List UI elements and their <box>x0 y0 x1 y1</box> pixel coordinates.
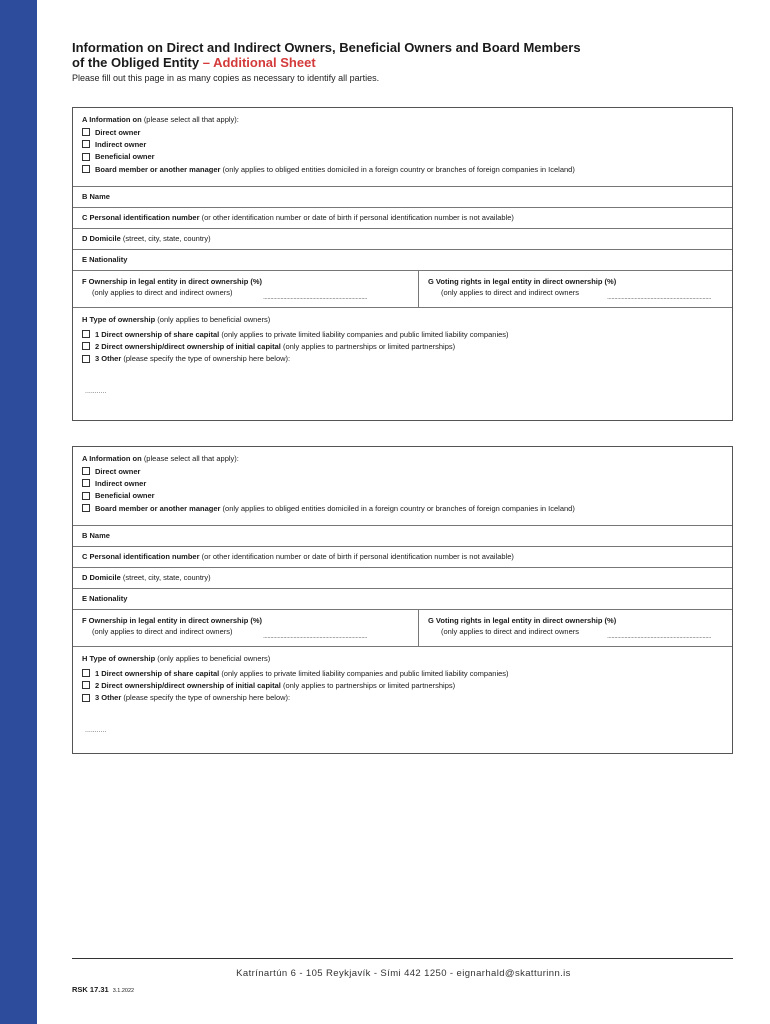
h3-hint: (please specify the type of ownership here below): <box>123 693 291 703</box>
form-code <box>72 985 134 994</box>
h1-label: 1 Direct ownership of share capital <box>95 329 220 339</box>
h3-label: 3 Other <box>95 693 122 703</box>
form-code-label: RSK 17.31 <box>72 985 109 994</box>
other-ownership-input[interactable]: ........... <box>85 727 107 734</box>
e-label: E Nationality <box>82 594 128 603</box>
indirect-owner-label: Indirect owner <box>95 478 147 488</box>
title-line-2: of the Obliged Entity <box>72 55 200 70</box>
a-label: A Information on <box>82 115 142 124</box>
title-additional-sheet: – Additional Sheet <box>202 55 316 70</box>
other-ownership-input[interactable]: ........... <box>85 388 107 395</box>
footer-address: Katrínartún 6 - 105 Reykjavík - Sími 442 1250 - eignarhald@skatturinn.is <box>236 968 571 979</box>
nationality-field[interactable] <box>73 589 732 610</box>
h2-hint: (only applies to partnerships or limited partnerships) <box>282 680 456 690</box>
id-number-field[interactable] <box>73 547 732 568</box>
id-number-field[interactable] <box>73 208 732 229</box>
g-hint: (only applies to direct and indirect owners <box>441 627 579 636</box>
h1-hint: (only applies to private limited liability companies and public limited liability companies) <box>221 329 509 339</box>
h1-label: 1 Direct ownership of share capital <box>95 668 220 678</box>
g-hint: (only applies to direct and indirect owners <box>441 288 579 297</box>
f-label: F Ownership in legal entity in direct ownership (%) <box>82 616 263 625</box>
c-hint: (or other identification number or date of birth if personal identification number is not available) <box>201 552 514 561</box>
b-label: B Name <box>82 192 110 201</box>
other-ownership-checkbox[interactable] <box>82 694 90 702</box>
c-hint: (or other identification number or date of birth if personal identification number is not available) <box>201 213 514 222</box>
h3-hint: (please specify the type of ownership here below): <box>123 354 291 364</box>
direct-owner-checkbox[interactable] <box>82 467 90 475</box>
party-section-2 <box>72 446 733 754</box>
h1-hint: (only applies to private limited liability companies and public limited liability companies) <box>221 668 509 678</box>
e-label: E Nationality <box>82 255 128 264</box>
row-a <box>73 447 732 526</box>
g-label: G Voting rights in legal entity in direct ownership (%) <box>428 616 617 625</box>
direct-owner-label: Direct owner <box>95 127 141 137</box>
ownership-percent-field[interactable] <box>73 610 419 646</box>
c-label: C Personal identification number <box>82 213 200 222</box>
row-h <box>73 308 732 420</box>
board-member-checkbox[interactable] <box>82 165 90 173</box>
row-f-g <box>73 610 732 647</box>
page-subtitle: Please fill out this page in as many copies as necessary to identify all parties. <box>72 73 380 83</box>
board-member-checkbox[interactable] <box>82 504 90 512</box>
h2-label: 2 Direct ownership/direct ownership of initial capital <box>95 680 281 690</box>
footer-divider <box>72 958 733 959</box>
a-label: A Information on <box>82 454 142 463</box>
initial-capital-checkbox[interactable] <box>82 342 90 350</box>
d-hint: (street, city, state, country) <box>122 234 211 243</box>
board-member-label: Board member or another manager <box>95 164 221 174</box>
beneficial-owner-label: Beneficial owner <box>95 152 155 162</box>
h-hint: (only applies to beneficial owners) <box>157 315 271 324</box>
indirect-owner-checkbox[interactable] <box>82 479 90 487</box>
initial-capital-checkbox[interactable] <box>82 681 90 689</box>
a-hint: (please select all that apply): <box>143 115 239 124</box>
board-member-hint: (only applies to obliged entities domiciled in a foreign country or branches of foreign companies in Iceland) <box>222 503 575 513</box>
beneficial-owner-label: Beneficial owner <box>95 491 155 501</box>
form-date: 3.1.2022 <box>112 988 135 994</box>
side-bar <box>0 0 37 1024</box>
beneficial-owner-checkbox[interactable] <box>82 492 90 500</box>
f-dotted-line: ........................................................................ <box>263 633 368 640</box>
h3-label: 3 Other <box>95 354 122 364</box>
share-capital-checkbox[interactable] <box>82 669 90 677</box>
voting-rights-field[interactable] <box>419 271 732 307</box>
d-label: D Domicile <box>82 573 121 582</box>
beneficial-owner-checkbox[interactable] <box>82 153 90 161</box>
a-hint: (please select all that apply): <box>143 454 239 463</box>
name-field[interactable] <box>73 526 732 547</box>
h2-label: 2 Direct ownership/direct ownership of initial capital <box>95 341 281 351</box>
board-member-label: Board member or another manager <box>95 503 221 513</box>
ownership-percent-field[interactable] <box>73 271 419 307</box>
h-label: H Type of ownership <box>82 654 156 663</box>
title-line-1: Information on Direct and Indirect Owners, Beneficial Owners and Board Members <box>72 40 581 55</box>
name-field[interactable] <box>73 187 732 208</box>
g-label: G Voting rights in legal entity in direct ownership (%) <box>428 277 617 286</box>
h2-hint: (only applies to partnerships or limited partnerships) <box>282 341 456 351</box>
voting-rights-field[interactable] <box>419 610 732 646</box>
direct-owner-label: Direct owner <box>95 466 141 476</box>
domicile-field[interactable] <box>73 568 732 589</box>
other-ownership-checkbox[interactable] <box>82 355 90 363</box>
indirect-owner-label: Indirect owner <box>95 139 147 149</box>
f-hint: (only applies to direct and indirect owners) <box>92 288 233 297</box>
h-hint: (only applies to beneficial owners) <box>157 654 271 663</box>
b-label: B Name <box>82 531 110 540</box>
nationality-field[interactable] <box>73 250 732 271</box>
domicile-field[interactable] <box>73 229 732 250</box>
f-hint: (only applies to direct and indirect owners) <box>92 627 233 636</box>
direct-owner-checkbox[interactable] <box>82 128 90 136</box>
party-section-1 <box>72 107 733 421</box>
g-dotted-line: ........................................................................ <box>607 294 712 301</box>
d-label: D Domicile <box>82 234 121 243</box>
indirect-owner-checkbox[interactable] <box>82 140 90 148</box>
share-capital-checkbox[interactable] <box>82 330 90 338</box>
row-h <box>73 647 732 753</box>
page-title <box>72 40 712 70</box>
c-label: C Personal identification number <box>82 552 200 561</box>
g-dotted-line: ........................................................................ <box>607 633 712 640</box>
d-hint: (street, city, state, country) <box>122 573 211 582</box>
h-label: H Type of ownership <box>82 315 156 324</box>
row-a <box>73 108 732 187</box>
f-dotted-line: ........................................................................ <box>263 294 368 301</box>
f-label: F Ownership in legal entity in direct ownership (%) <box>82 277 263 286</box>
board-member-hint: (only applies to obliged entities domiciled in a foreign country or branches of foreign companies in Iceland) <box>222 164 575 174</box>
row-f-g <box>73 271 732 308</box>
